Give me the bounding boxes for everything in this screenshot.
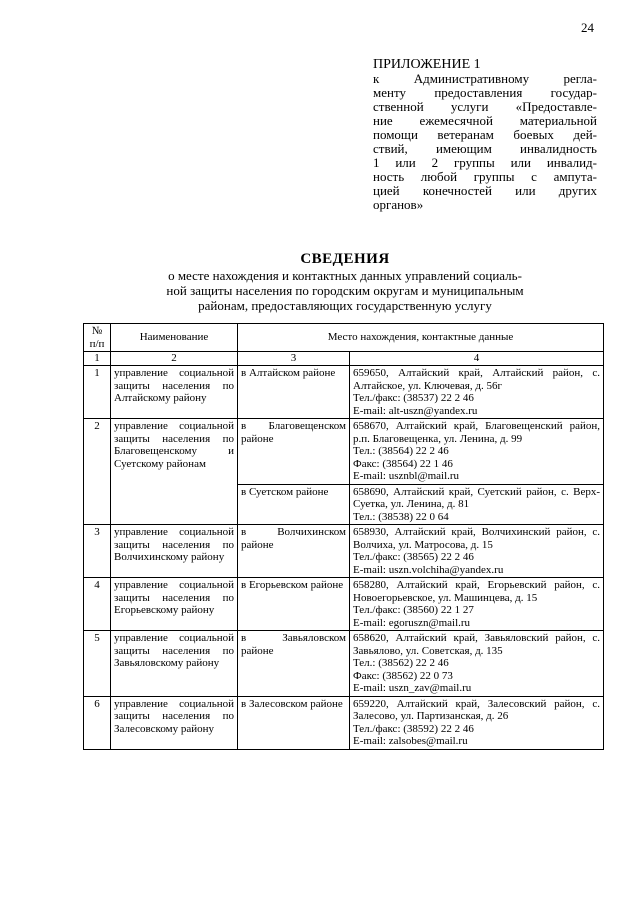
office-contacts xyxy=(350,419,604,485)
table-body xyxy=(84,366,604,750)
offices-table xyxy=(83,323,604,750)
contact-line: Тел./факс: (38592) 22 2 46 xyxy=(353,722,474,735)
appendix-line: помощи ветеранам боевых дей- xyxy=(373,127,597,142)
table-header-row xyxy=(84,324,604,352)
office-area: в Егорьевском районе xyxy=(238,578,350,631)
appendix-line: ственной услуги «Предоставле- xyxy=(373,99,597,114)
heading-title: СВЕДЕНИЯ xyxy=(300,251,390,267)
table-row xyxy=(84,578,604,631)
office-name: управление социальной защиты населения по Залесовскому району xyxy=(111,696,238,749)
table-row xyxy=(84,696,604,749)
contact-line: Тел./факс: (38560) 22 1 27 xyxy=(353,604,474,616)
contact-line: 658670, Алтайский край, Благовещенский район, р.п. Благовещенка, ул. Ленина, д. 99 xyxy=(353,420,601,445)
contact-line: 658930, Алтайский край, Волчихинский район, с. Волчиха, ул. Матросова, д. 15 xyxy=(353,526,601,551)
office-name: управление социальной защиты населения по Волчихинскому району xyxy=(111,525,238,578)
column-index: 3 xyxy=(238,352,350,366)
office-contacts xyxy=(350,578,604,631)
appendix-line: 1 или 2 группы или инвалид- xyxy=(373,155,597,170)
contact-line: 659650, Алтайский край, Алтайский район, с. Алтайское, ул. Ключевая, д. 56г xyxy=(353,367,601,392)
table-row xyxy=(84,366,604,419)
appendix-line: цией конечностей или других xyxy=(373,183,597,198)
appendix-title: ПРИЛОЖЕНИЕ 1 xyxy=(373,57,481,72)
contact-line: 659220, Алтайский край, Залесовский район, с. Залесово, ул. Партизанская, д. 26 xyxy=(353,697,601,722)
header-name: Наименование xyxy=(111,324,238,352)
office-contacts xyxy=(350,696,604,749)
office-contacts xyxy=(350,366,604,419)
header-num: № п/п xyxy=(84,324,111,352)
office-area: в Суетском районе xyxy=(238,484,350,525)
document-heading xyxy=(100,250,590,313)
appendix-block xyxy=(373,58,597,212)
office-contacts xyxy=(350,484,604,525)
column-index: 1 xyxy=(84,352,111,366)
office-area: в Волчихинском районе xyxy=(238,525,350,578)
appendix-line: органов» xyxy=(373,197,424,212)
column-index: 2 xyxy=(111,352,238,366)
contact-line: Тел.: (38564) 22 2 46 xyxy=(353,445,449,457)
contact-line: 658280, Алтайский край, Егорьевский район, с. Новоегорьевское, ул. Машинцева, д. 15 xyxy=(353,579,601,604)
office-contacts xyxy=(350,631,604,697)
contact-line: 658690, Алтайский край, Суетский район, с. Верх-Суетка, ул. Ленина, д. 81 xyxy=(353,485,601,510)
appendix-line: менту предоставления государ- xyxy=(373,85,597,100)
appendix-line: ствий, имеющим инвалидность xyxy=(373,141,597,156)
office-name: управление социальной защиты населения по Завьяловскому району xyxy=(111,631,238,697)
appendix-line: ность любой группы с ампута- xyxy=(373,169,597,184)
contact-line: Тел./факс: (38565) 22 2 46 xyxy=(353,551,474,563)
office-area: в Благовещенском районе xyxy=(238,419,350,485)
office-name: управление социальной защиты населения по Егорьевскому району xyxy=(111,578,238,631)
contact-line: E-mail: zalsobes@mail.ru xyxy=(353,735,468,747)
office-contacts xyxy=(350,525,604,578)
page-number: 24 xyxy=(581,20,594,35)
office-area: в Завьяловском районе xyxy=(238,631,350,697)
table-row xyxy=(84,419,604,485)
table-row xyxy=(84,525,604,578)
contact-line: E-mail: uszn_zav@mail.ru xyxy=(353,682,472,694)
heading-subtitle-line: о месте нахождения и контактных данных управлений социаль- xyxy=(168,268,522,283)
table-row xyxy=(84,631,604,697)
heading-subtitle-line: ной защиты населения по городским округам и муниципальным xyxy=(166,283,524,298)
heading-subtitle-line: районам, предоставляющих государственную услугу xyxy=(198,298,492,313)
row-number: 6 xyxy=(84,696,111,749)
contact-line: E-mail: uszn.volchiha@yandex.ru xyxy=(353,563,504,576)
column-index-row xyxy=(84,352,604,366)
office-name: управление социальной защиты населения по Благовещенскому и Суетскому районам xyxy=(111,419,238,525)
contact-line: Факс: (38562) 22 0 73 xyxy=(353,669,453,682)
row-number: 1 xyxy=(84,366,111,419)
contact-line: E-mail: egoruszn@mail.ru xyxy=(353,616,471,629)
row-number: 2 xyxy=(84,419,111,525)
office-area: в Алтайском районе xyxy=(238,366,350,419)
contact-line: 658620, Алтайский край, Завьяловский район, с. Завьялово, ул. Советская, д. 135 xyxy=(353,632,601,657)
contact-line: Факс: (38564) 22 1 46 xyxy=(353,457,453,470)
column-index: 4 xyxy=(350,352,604,366)
contact-line: Тел.: (38538) 22 0 64 xyxy=(353,510,449,523)
contact-line: E-mail: usznbl@mail.ru xyxy=(353,470,460,482)
office-name: управление социальной защиты населения по Алтайскому району xyxy=(111,366,238,419)
contact-line: E-mail: alt-uszn@yandex.ru xyxy=(353,404,478,417)
appendix-line: ние ежемесячной материальной xyxy=(373,113,597,128)
contact-line: Тел.: (38562) 22 2 46 xyxy=(353,657,449,669)
contact-line: Тел./факс: (38537) 22 2 46 xyxy=(353,392,474,404)
office-area: в Залесовском районе xyxy=(238,696,350,749)
row-number: 3 xyxy=(84,525,111,578)
row-number: 4 xyxy=(84,578,111,631)
header-location: Место нахождения, контактные данные xyxy=(238,324,604,352)
appendix-line: к Административному регла- xyxy=(373,71,597,86)
row-number: 5 xyxy=(84,631,111,697)
